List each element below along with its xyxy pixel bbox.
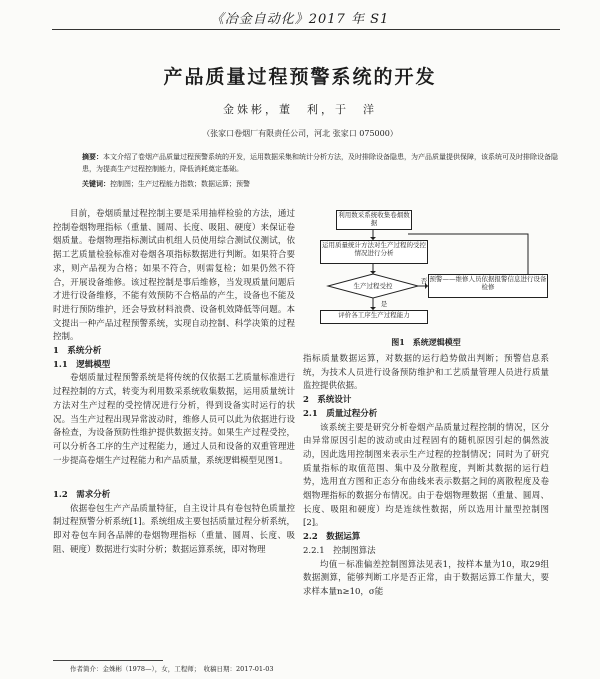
section-2-2-1-heading: 2.2.1 控制图算法 (303, 545, 376, 556)
footnote-rule (53, 660, 163, 661)
header-rule (52, 29, 560, 30)
left-column-lower (53, 489, 295, 558)
paper-authors: 金姝彬，董 利，于 洋 (223, 103, 377, 116)
right-continuation: 指标质量数据运算，对数据的运行趋势做出判断；预警信息系统，为技术人员进行设备预防维护和工艺质量管理人员进行质量监控提供依据。 (303, 354, 549, 392)
right-column (303, 353, 549, 600)
algorithm-paragraph: 均值－标准偏差控制图算法见表1，按样本量为10，取29组数据测算，能够判断工序是否正常，由于数据运算工作量大，要求样本量n≥10，σ能 (303, 559, 549, 597)
flow-label-no: 否 (420, 277, 428, 285)
section-1-heading: 1 系统分析 (53, 346, 102, 357)
flow-node-collect: 利用数采系统收集卷烟数据 (336, 210, 412, 230)
flow-node-controlled: 生产过程受控 (353, 282, 393, 290)
quality-paragraph: 该系统主要是研究分析卷烟产品质量过程控制的情况，区分由异常原因引起的波动或由过程固有的随机原因引起的偶然波动，因此选用控制图来表示生产过程的控制情况；同时为了研究质量指标的取值范围、集中及分散程度，判断其数据的运行趋势，选用直方图和正态分布曲线来表示数据之间的离散程度及卷烟物理指标的数据分布情况。由于卷烟物理数据（重量、圆周、长度、吸阻和硬度）均是连续性数据，所以选用计量型控制图[2]。 (303, 422, 549, 529)
keywords (82, 178, 566, 190)
paper-affiliation: （张家口卷烟厂有限责任公司，河北 张家口 075000） (202, 129, 398, 138)
section-1-1-heading: 1.1 逻辑模型 (53, 359, 111, 370)
logic-model-paragraph: 卷烟质量过程预警系统是将传统的仅依据工艺质量标准进行过程控制的方式，转变为利用数采系统收集数据，运用质量统计方法对生产过程的受控情况进行分析，得到设备实时运行的状况。当生产过程出现异常波动时，维修人员可以此为依据进行设备检查，为设备预防性维护提供数据支持。如果生产过程受控，可以分析各工序的生产过程能力，通过人员和设备的双重管理进一步提高卷烟生产过程能力和产品质量，系统逻辑模型见图1。 (53, 373, 295, 466)
flow-node-analyze: 运用质量统计方法对生产过程的受控情况进行分析 (320, 240, 428, 264)
need-paragraph: 依据卷包生产产品质量特征，自主设计具有卷包特色质量控制过程预警分析系统[1]。系统组成主要包括质量过程分析系统，即对卷包车间各品牌的卷烟物理指标（重量、圆周、长度、吸阻、硬度）数据进行实时分析；数据运算系统，即对物理 (53, 503, 295, 555)
flow-label-yes: 是 (380, 300, 388, 308)
abstract-text: 本文介绍了卷烟产品质量过程预警系统的开发，运用数据采集和统计分析方法，及时排除设备隐患，为产品质量提供保障，该系统可及时排除设备隐患，为提高生产过程控制能力，降低消耗奠定基础。 (82, 153, 558, 173)
flow-node-warning: 预警——维修人员依据报警信息进行设备检修 (428, 274, 548, 298)
abstract-label: 摘要： (82, 152, 103, 161)
section-2-1-heading: 2.1 质量过程分析 (303, 408, 378, 419)
figure-1-caption: 图1 系统逻辑模型 (391, 337, 461, 347)
intro-paragraph: 目前，卷烟质量过程控制主要是采用抽样检验的方法，通过控制卷烟物理指标（重量、圆周、长度、吸阻、硬度）来保证卷烟质量。卷烟物理指标测试由机组人员使用综合测试仪测试，依据工艺质量检验标准对卷烟各项指标数据进行判断。如果符合要求，则产品视为合格；如果不符合，则需复检；如果仍然不符合，开展设备维修。该过程控制是事后维修，当发现质量问题后才进行设备维修，不能有效预防不合格品的产生，设备也不能及时进行预防维护，还会导致材料浪费、设备机效降低等问题。本文提出一种产品过程预警系统，实现自动控制、科学决策的过程控制。 (53, 209, 295, 343)
journal-header: 《冶金自动化》2017 年 S1 (210, 12, 390, 27)
paper-title: 产品质量过程预警系统的开发 (163, 66, 437, 88)
figure-1-flowchart (318, 206, 554, 332)
left-column (53, 208, 295, 468)
footnote: 作者简介：金姝彬（1978—），女，工程师； 收稿日期：2017-01-03 (70, 665, 274, 673)
section-1-2-heading: 1.2 需求分析 (53, 490, 111, 500)
keywords-text: 控制图；生产过程能力指数；数据运算；预警 (110, 180, 250, 188)
section-2-heading: 2 系统设计 (303, 395, 352, 406)
flow-node-evaluate: 评价各工序生产过程能力 (320, 310, 428, 324)
abstract (82, 151, 566, 175)
section-2-2-heading: 2.2 数据运算 (303, 532, 361, 543)
keywords-label: 关键词： (82, 179, 110, 188)
